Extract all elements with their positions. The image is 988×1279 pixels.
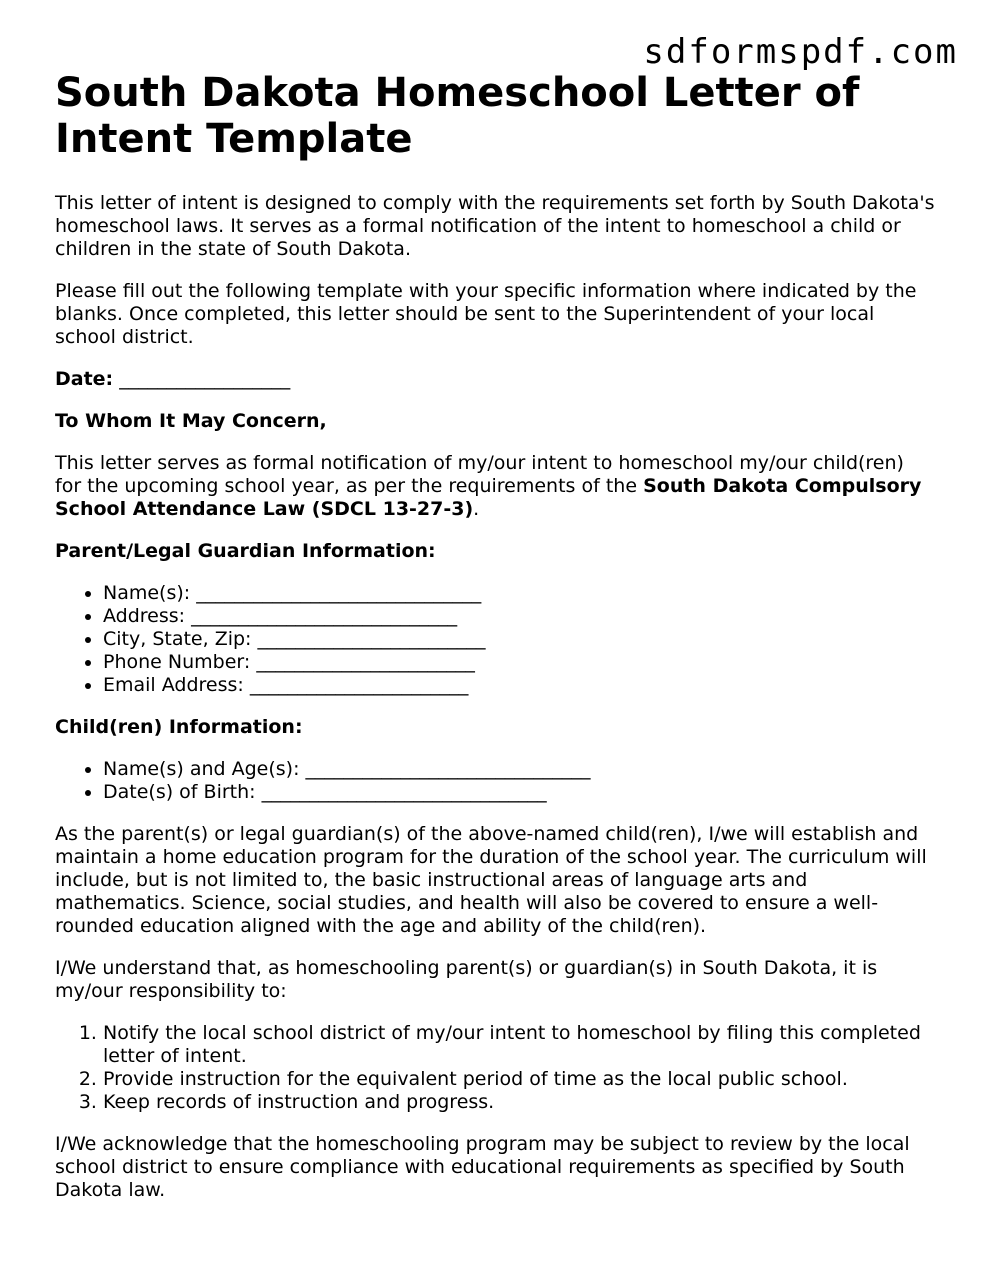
responsibility-intro: I/We understand that, as homeschooling parent(s) or guardian(s) in South Dakota, it is my/our responsibility to: (55, 957, 878, 1002)
notification-text: This letter serves as formal notification of my/our intent to homeschool my/our child(ren) for the upcoming school year, as per the requirements of the (55, 452, 904, 497)
child-dob-field: • Date(s) of Birth: ______________________________ (103, 781, 935, 804)
child-fields-list (55, 758, 935, 804)
date-blank: __________________ (119, 368, 291, 390)
date-line (55, 368, 935, 391)
responsibilities-list (55, 1022, 935, 1114)
law-reference: South Dakota Compulsory School Attendance Law (SDCL 13-27-3) (55, 475, 922, 520)
responsibility-item: 2. Provide instruction for the equivalent period of time as the local public school. (103, 1068, 935, 1091)
parent-phone-field: • Phone Number: _______________________ (103, 651, 935, 674)
curriculum-paragraph: As the parent(s) or legal guardian(s) of the above-named child(ren), I/we will establish and maintain a home education program for the duration of the school year. The curriculum will include, but is not limited to, the basic instructional areas of language arts and mathematics. Science, social studies, and health will also be covered to ensure a well-rounded education aligned with the age and ability of the child(ren). (55, 823, 927, 937)
parent-email-field: • Email Address: _______________________ (103, 674, 935, 697)
child-section-heading: Child(ren) Information: (55, 716, 303, 738)
salutation: To Whom It May Concern, (55, 410, 327, 432)
acknowledgement-paragraph: I/We acknowledge that the homeschooling program may be subject to review by the local school district to ensure compliance with educational requirements as specified by South Dakota law. (55, 1133, 910, 1201)
intro-paragraph-1: This letter of intent is designed to comply with the requirements set forth by South Dakota's homeschool laws. It serves as a formal notification of the intent to homeschool a child or children in the state of South Dakota. (55, 192, 935, 260)
parent-name-field: • Name(s): ______________________________ (103, 582, 935, 605)
responsibility-item: 1. Notify the local school district of my/our intent to homeschool by filing this completed letter of intent. (103, 1022, 935, 1068)
intro-paragraph-2: Please fill out the following template with your specific information where indicated by the blanks. Once completed, this letter should be sent to the Superintendent of your local school district. (55, 280, 917, 348)
notification-end: . (473, 498, 480, 520)
watermark: sdformspdf.com (643, 32, 958, 72)
parent-city-state-zip-field: • City, State, Zip: ________________________ (103, 628, 935, 651)
parent-fields-list (55, 582, 935, 697)
parent-section-heading: Parent/Legal Guardian Information: (55, 540, 436, 562)
page-title: South Dakota Homeschool Letter of Intent Template (55, 70, 860, 162)
notification-paragraph (55, 452, 935, 521)
date-label: Date: (55, 368, 114, 390)
responsibility-item: 3. Keep records of instruction and progress. (103, 1091, 935, 1114)
child-name-age-field: • Name(s) and Age(s): ______________________________ (103, 758, 935, 781)
parent-address-field: • Address: ____________________________ (103, 605, 935, 628)
document-body (55, 70, 935, 1221)
